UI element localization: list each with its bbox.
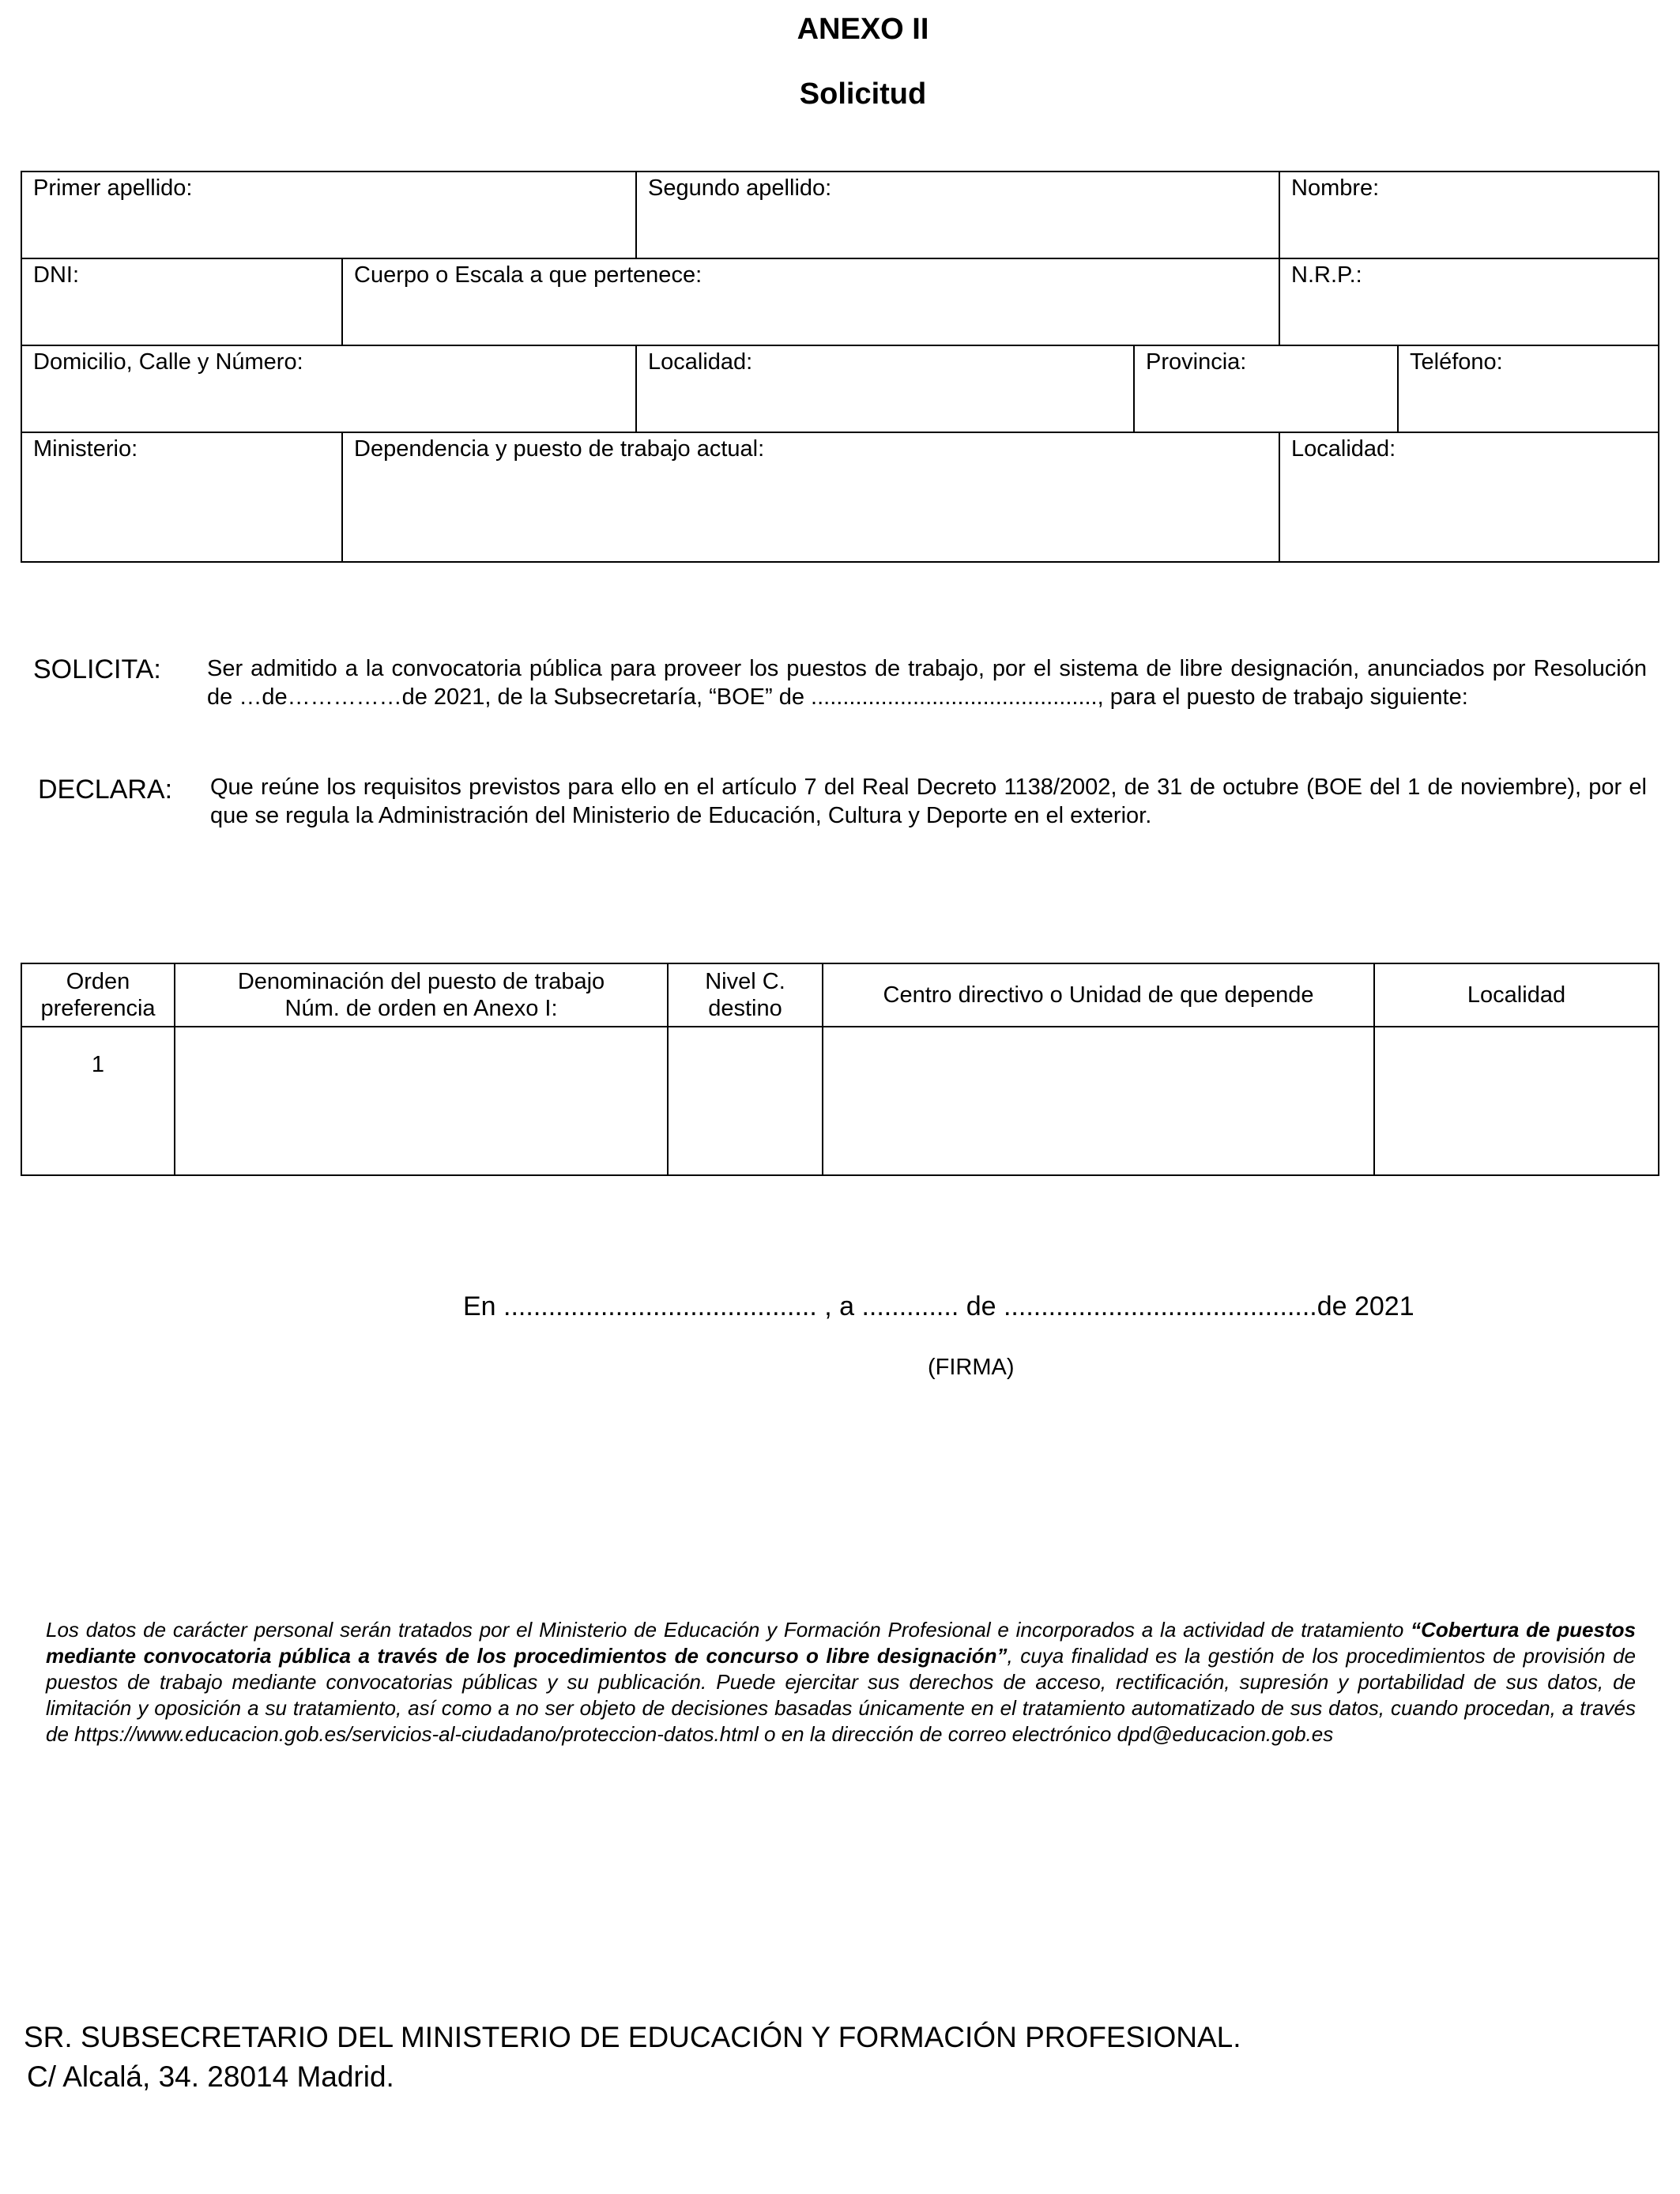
ministry-label: Ministerio: [33, 436, 138, 462]
phone-field[interactable] [1399, 346, 1658, 433]
corps-field[interactable] [343, 259, 1280, 346]
dni-label: DNI: [33, 262, 79, 288]
current-post-label: Dependencia y puesto de trabajo actual: [354, 436, 765, 462]
solicita-label: SOLICITA: [33, 654, 161, 684]
header-center [823, 964, 1375, 1027]
table-row-1-order[interactable] [22, 1027, 175, 1174]
positions-table [21, 963, 1659, 1176]
privacy-notice [46, 1617, 1636, 1747]
name-label: Nombre: [1291, 175, 1380, 201]
table-row-1-locality[interactable] [1375, 1027, 1658, 1174]
solicita-text: Ser admitido a la convocatoria pública para proveer los puestos de trabajo, por el sistema de libre designación, anunciados por Resolución de …de……………de 2021, de la Subsecretaría, “BOE” de ............................................., para el puesto de trabajo siguiente: [207, 656, 1647, 710]
addressee-line: SR. SUBSECRETARIO DEL MINISTERIO DE EDUCACIÓN Y FORMACIÓN PROFESIONAL. [24, 2021, 1241, 2053]
corps-label: Cuerpo o Escala a que pertenece: [354, 262, 703, 288]
work-locality-field[interactable] [1280, 433, 1658, 561]
header-locality [1375, 964, 1658, 1027]
locality-field[interactable] [637, 346, 1135, 433]
work-locality-label: Localidad: [1291, 436, 1396, 462]
name-field[interactable] [1280, 172, 1658, 259]
address-field[interactable] [22, 346, 637, 433]
privacy-text-bold: “Cobertura de puestos mediante convocatoria pública a través de los procedimientos de concurso o libre designación” [46, 1618, 1636, 1668]
first-surname-field[interactable] [22, 172, 637, 259]
declara-label: DECLARA: [38, 775, 173, 805]
signature-label: (FIRMA) [928, 1355, 1015, 1380]
first-surname-label: Primer apellido: [33, 175, 193, 201]
nrp-field[interactable] [1280, 259, 1658, 346]
second-surname-field[interactable] [637, 172, 1280, 259]
dni-field[interactable] [22, 259, 343, 346]
header-center-text: Centro directivo o Unidad de que depende [883, 982, 1314, 1008]
address-label: Domicilio, Calle y Número: [33, 349, 303, 375]
province-field[interactable] [1135, 346, 1399, 433]
header-order [22, 964, 175, 1027]
phone-label: Teléfono: [1410, 349, 1503, 375]
second-surname-label: Segundo apellido: [648, 175, 832, 201]
table-row-1-level[interactable] [669, 1027, 823, 1174]
header-locality-text: Localidad [1467, 982, 1566, 1008]
address-line: C/ Alcalá, 34. 28014 Madrid. [27, 2060, 394, 2093]
privacy-text-1: Los datos de carácter personal serán tratados por el Ministerio de Educación y Formación Profesional e incorporados a la actividad de tratamiento [46, 1618, 1411, 1642]
current-post-field[interactable] [343, 433, 1280, 561]
header-level-text: Nivel C. destino [705, 969, 785, 1021]
declara-text: Que reúne los requisitos previstos para ello en el artículo 7 del Real Decreto 1138/2002, de 31 de octubre (BOE del 1 de noviembre), por el que se regula la Administración del Ministerio de Educación, Cultura y Deporte en el exterior. [210, 775, 1647, 828]
locality-label: Localidad: [648, 349, 753, 375]
form-subtitle: Solicitud [799, 77, 927, 111]
personal-data-form [21, 171, 1659, 563]
header-level [669, 964, 823, 1027]
table-row-1-center[interactable] [823, 1027, 1375, 1174]
annex-title: ANEXO II [797, 13, 929, 46]
nrp-label: N.R.P.: [1291, 262, 1362, 288]
header-post-name-text: Denominación del puesto de trabajo Núm. de orden en Anexo I: [237, 969, 605, 1021]
table-row-1-post-name[interactable] [175, 1027, 669, 1174]
privacy-text-2: , cuya finalidad es la gestión de los procedimientos de provisión de puestos de trabajo mediante convocatorias públicas y su publicación. Puede ejercitar sus derechos de acceso, rectificación, supresión y portabilidad de sus datos, de limitación y oposición a su tratamiento, así como a no ser objeto de decisiones basadas únicamente en el tratamiento automatizado de sus datos, cuando procedan, a través de https://www.educacion.gob.es/servicios-al-ciudadano/proteccion-datos.html o en la dirección de correo electrónico dpd@educacion.gob.es [46, 1644, 1636, 1746]
date-line[interactable]: En .......................................... , a ............. de ..........................................de 2021 [463, 1291, 1414, 1321]
ministry-field[interactable] [22, 433, 343, 561]
province-label: Provincia: [1146, 349, 1247, 375]
header-post-name [175, 964, 669, 1027]
row-order-value: 1 [91, 1052, 105, 1077]
header-order-text: Orden preferencia [40, 969, 156, 1021]
